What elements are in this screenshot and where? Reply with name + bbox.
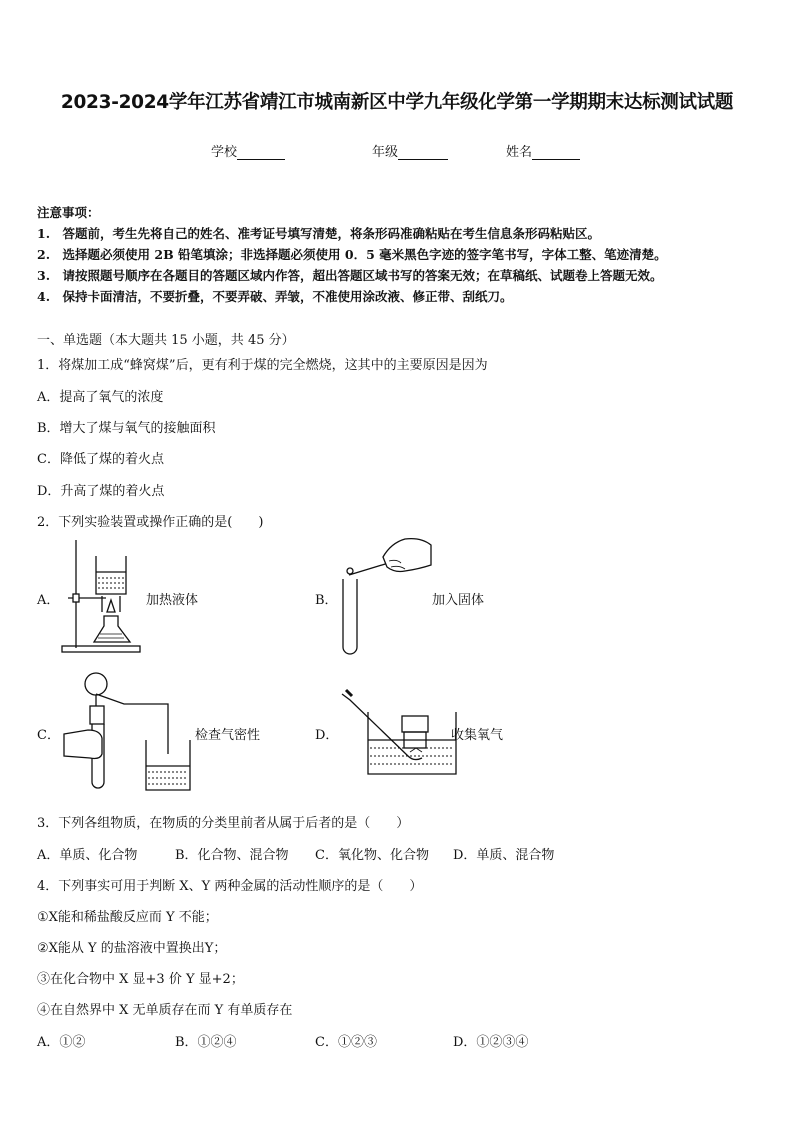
- q1-option-d: D．升高了煤的着火点: [37, 484, 165, 499]
- question-4-stem: 4．下列事实可用于判断 X、Y 两种金属的活动性顺序的是（ ）: [37, 879, 423, 894]
- q3-option-a: A．单质、化合物: [37, 848, 138, 863]
- school-field: [211, 141, 285, 160]
- oxygen-collection-figure: [340, 686, 455, 778]
- name-label: 姓名: [506, 145, 533, 160]
- grade-field: [372, 141, 448, 160]
- q4-option-b: B．①②④: [175, 1035, 237, 1050]
- name-field: [506, 141, 580, 160]
- grade-label: 年级: [372, 145, 399, 160]
- heating-liquid-figure: [60, 538, 145, 656]
- q2-option-d-letter: D．: [315, 728, 339, 743]
- school-blank: [237, 145, 285, 160]
- q1-option-b: B．增大了煤与氧气的接触面积: [37, 421, 216, 436]
- notice-item: 2. 选择题必须使用 2B 铅笔填涂；非选择题必须使用 0．5 毫米黑色字迹的签字笔书写，字体工整、笔迹清楚。: [37, 247, 667, 262]
- q4-option-a: A．①②: [37, 1035, 86, 1050]
- q3-option-d: D．单质、混合物: [453, 848, 555, 863]
- school-label: 学校: [211, 145, 238, 160]
- q2-option-a-letter: A．: [37, 593, 60, 608]
- airtightness-check-figure: [60, 664, 195, 796]
- q2-option-b-caption: 加入固体: [432, 593, 485, 608]
- q1-option-c: C．降低了煤的着火点: [37, 452, 164, 467]
- q4-option-d: D．①②③④: [453, 1035, 529, 1050]
- notice-item: 1. 答题前，考生先将自己的姓名、准考证号填写清楚，将条形码准确粘贴在考生信息条形码粘贴区。: [37, 226, 601, 241]
- question-2-stem: 2．下列实验装置或操作正确的是( ): [37, 515, 264, 530]
- q2-option-b-letter: B．: [315, 593, 338, 608]
- q2-option-c-letter: C．: [37, 728, 60, 743]
- page-title: 2023-2024学年江苏省靖江市城南新区中学九年级化学第一学期期末达标测试试题: [60, 92, 734, 113]
- q1-option-a: A．提高了氧气的浓度: [37, 390, 164, 405]
- notice-item: 3. 请按照题号顺序在各题目的答题区域内作答，超出答题区域书写的答案无效；在草稿纸、试题卷上答题无效。: [37, 268, 663, 283]
- name-blank: [532, 145, 580, 160]
- q4-fact: ④在自然界中 X 无单质存在而 Y 有单质存在: [37, 1003, 293, 1018]
- q2-option-d-caption: 收集氧气: [451, 728, 504, 743]
- adding-solid-figure: [335, 535, 435, 657]
- grade-blank: [398, 145, 448, 160]
- q4-fact: ①X能和稀盐酸反应而 Y 不能；: [37, 910, 218, 925]
- notice-item: 4. 保持卡面清洁，不要折叠，不要弄破、弄皱，不准使用涂改液、修正带、刮纸刀。: [37, 289, 513, 304]
- q4-fact: ②X能从 Y 的盐溶液中置换出Y；: [37, 941, 227, 956]
- section-heading: 一、单选题（本大题共 15 小题，共 45 分）: [37, 333, 295, 348]
- q3-option-b: B．化合物、混合物: [175, 848, 289, 863]
- question-1-stem: 1．将煤加工成“蜂窝煤”后，更有利于煤的完全燃烧，这其中的主要原因是因为: [37, 358, 488, 373]
- q2-option-a-caption: 加热液体: [146, 593, 199, 608]
- q2-option-c-caption: 检查气密性: [195, 728, 261, 743]
- notice-heading: 注意事项：: [37, 205, 100, 220]
- q3-option-c: C．氧化物、化合物: [315, 848, 429, 863]
- question-3-stem: 3．下列各组物质，在物质的分类里前者从属于后者的是（ ）: [37, 816, 410, 831]
- q4-fact: ③在化合物中 X 显+3 价 Y 显+2；: [37, 972, 244, 987]
- q4-option-c: C．①②③: [315, 1035, 377, 1050]
